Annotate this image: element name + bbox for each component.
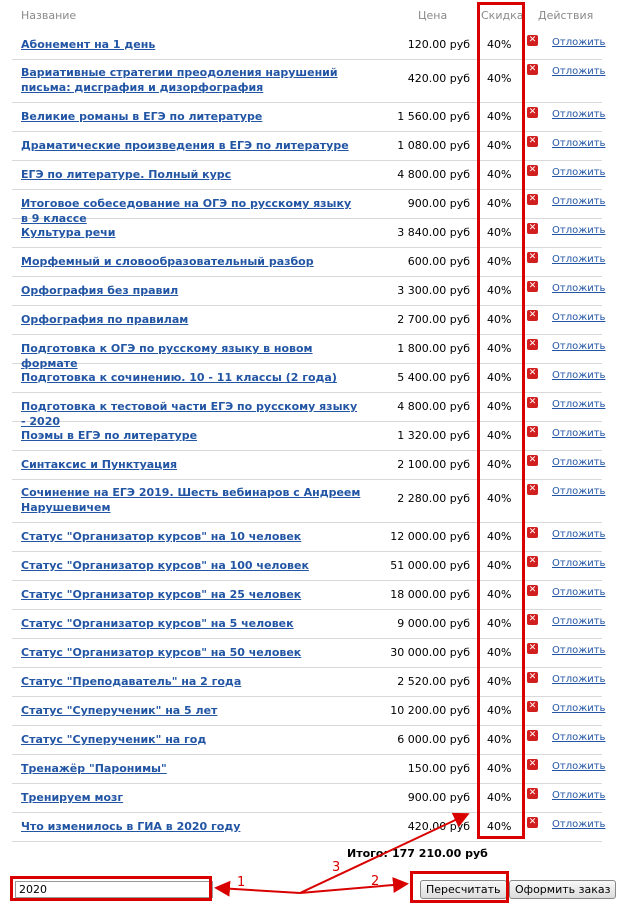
defer-link[interactable]: Отложить <box>552 529 606 540</box>
annotation-3: 3 <box>332 860 341 875</box>
delete-icon[interactable]: ✕ <box>528 759 537 769</box>
discount-cell: 40% <box>487 492 512 505</box>
course-link[interactable]: Итоговое собеседование на ОГЭ по русскому языку в 9 классе <box>21 197 352 225</box>
discount-cell: 40% <box>487 371 512 384</box>
price-cell: 1 320.00 руб <box>397 429 470 442</box>
discount-cell: 40% <box>487 400 512 413</box>
price-cell: 2 100.00 руб <box>397 458 470 471</box>
defer-link[interactable]: Отложить <box>552 457 606 468</box>
defer-link[interactable]: Отложить <box>552 486 606 497</box>
price-cell: 2 520.00 руб <box>397 675 470 688</box>
delete-icon[interactable]: ✕ <box>528 368 537 378</box>
total-value: 177 210.00 руб <box>392 847 488 860</box>
defer-link[interactable]: Отложить <box>552 312 606 323</box>
price-cell: 30 000.00 руб <box>390 646 470 659</box>
discount-cell: 40% <box>487 791 512 804</box>
price-cell: 420.00 руб <box>407 820 470 833</box>
discount-cell: 40% <box>487 646 512 659</box>
course-link[interactable]: Морфемный и словообразовательный разбор <box>21 255 314 268</box>
header-actions: Действия <box>538 9 594 22</box>
delete-icon[interactable]: ✕ <box>528 136 537 146</box>
delete-icon[interactable]: ✕ <box>528 339 537 349</box>
delete-icon[interactable]: ✕ <box>528 455 537 465</box>
price-cell: 120.00 руб <box>407 38 470 51</box>
course-link[interactable]: ЕГЭ по литературе. Полный курс <box>21 168 232 181</box>
defer-link[interactable]: Отложить <box>552 196 606 207</box>
delete-icon[interactable]: ✕ <box>528 107 537 117</box>
discount-cell: 40% <box>487 38 512 51</box>
delete-icon[interactable]: ✕ <box>528 165 537 175</box>
discount-cell: 40% <box>487 530 512 543</box>
discount-cell: 40% <box>487 313 512 326</box>
price-cell: 2 280.00 руб <box>397 492 470 505</box>
delete-icon[interactable]: ✕ <box>528 281 537 291</box>
delete-icon[interactable]: ✕ <box>528 426 537 436</box>
price-cell: 5 400.00 руб <box>397 371 470 384</box>
delete-icon[interactable]: ✕ <box>528 556 537 566</box>
checkout-button[interactable]: Оформить заказ <box>509 880 616 899</box>
course-link[interactable]: Вариативные стратегии преодоления нарушений письма: дисграфия и дизорфография <box>21 66 338 94</box>
delete-icon[interactable]: ✕ <box>528 614 537 624</box>
course-link[interactable]: Что изменилось в ГИА в 2020 году <box>21 820 241 833</box>
course-link[interactable]: Статус "Суперученик" на 5 лет <box>21 704 218 717</box>
delete-icon[interactable]: ✕ <box>528 35 537 45</box>
discount-cell: 40% <box>487 255 512 268</box>
price-cell: 1 080.00 руб <box>397 139 470 152</box>
price-cell: 3 300.00 руб <box>397 284 470 297</box>
defer-link[interactable]: Отложить <box>552 790 606 801</box>
discount-cell: 40% <box>487 110 512 123</box>
defer-link[interactable]: Отложить <box>552 37 606 48</box>
price-cell: 600.00 руб <box>407 255 470 268</box>
discount-cell: 40% <box>487 617 512 630</box>
delete-icon[interactable]: ✕ <box>528 310 537 320</box>
defer-link[interactable]: Отложить <box>552 254 606 265</box>
course-link[interactable]: Подготовка к ОГЭ по русскому языку в новом формате <box>21 342 313 370</box>
discount-cell: 40% <box>487 342 512 355</box>
defer-link[interactable]: Отложить <box>552 645 606 656</box>
defer-link[interactable]: Отложить <box>552 399 606 410</box>
course-link[interactable]: Сочинение на ЕГЭ 2019. Шесть вебинаров с Андреем Нарушевичем <box>21 486 361 514</box>
discount-cell: 40% <box>487 762 512 775</box>
delete-icon[interactable]: ✕ <box>528 252 537 262</box>
defer-link[interactable]: Отложить <box>552 761 606 772</box>
discount-cell: 40% <box>487 559 512 572</box>
defer-link[interactable]: Отложить <box>552 283 606 294</box>
delete-icon[interactable]: ✕ <box>528 397 537 407</box>
delete-icon[interactable]: ✕ <box>528 788 537 798</box>
defer-link[interactable]: Отложить <box>552 66 606 77</box>
delete-icon[interactable]: ✕ <box>528 585 537 595</box>
defer-link[interactable]: Отложить <box>552 703 606 714</box>
price-cell: 1 560.00 руб <box>397 110 470 123</box>
defer-link[interactable]: Отложить <box>552 587 606 598</box>
price-cell: 420.00 руб <box>407 72 470 85</box>
discount-cell: 40% <box>487 139 512 152</box>
price-cell: 4 800.00 руб <box>397 400 470 413</box>
course-link[interactable]: Поэмы в ЕГЭ по литературе <box>21 429 198 442</box>
course-link[interactable]: Подготовка к тестовой части ЕГЭ по русскому языку - 2020 <box>21 400 358 428</box>
discount-cell: 40% <box>487 733 512 746</box>
discount-cell: 40% <box>487 226 512 239</box>
delete-icon[interactable]: ✕ <box>528 527 537 537</box>
price-cell: 10 200.00 руб <box>390 704 470 717</box>
delete-icon[interactable]: ✕ <box>528 64 537 74</box>
defer-link[interactable]: Отложить <box>552 558 606 569</box>
defer-link[interactable]: Отложить <box>552 167 606 178</box>
defer-link[interactable]: Отложить <box>552 819 606 830</box>
delete-icon[interactable]: ✕ <box>528 643 537 653</box>
discount-cell: 40% <box>487 197 512 210</box>
header-discount: Скидка <box>481 9 524 22</box>
delete-icon[interactable]: ✕ <box>528 817 537 827</box>
course-link[interactable]: Статус "Организатор курсов" на 50 человек <box>21 646 302 659</box>
discount-cell: 40% <box>487 820 512 833</box>
course-link[interactable]: Орфография по правилам <box>21 313 189 326</box>
annotation-2: 2 <box>371 874 380 889</box>
price-cell: 900.00 руб <box>407 197 470 210</box>
course-link[interactable]: Великие романы в ЕГЭ по литературе <box>21 110 263 123</box>
delete-icon[interactable]: ✕ <box>528 484 537 494</box>
delete-icon[interactable]: ✕ <box>528 730 537 740</box>
discount-cell: 40% <box>487 588 512 601</box>
defer-link[interactable]: Отложить <box>552 616 606 627</box>
delete-icon[interactable]: ✕ <box>528 701 537 711</box>
price-cell: 18 000.00 руб <box>390 588 470 601</box>
price-cell: 4 800.00 руб <box>397 168 470 181</box>
header-name: Название <box>21 9 77 22</box>
defer-link[interactable]: Отложить <box>552 732 606 743</box>
price-cell: 51 000.00 руб <box>390 559 470 572</box>
discount-cell: 40% <box>487 458 512 471</box>
defer-link[interactable]: Отложить <box>552 109 606 120</box>
course-link[interactable]: Статус "Организатор курсов" на 100 человек <box>21 559 309 572</box>
header-price: Цена <box>418 9 448 22</box>
recalculate-button[interactable]: Пересчитать <box>420 880 507 899</box>
price-cell: 12 000.00 руб <box>390 530 470 543</box>
course-link[interactable]: Культура речи <box>21 226 116 239</box>
price-cell: 6 000.00 руб <box>397 733 470 746</box>
course-link[interactable]: Драматические произведения в ЕГЭ по литературе <box>21 139 349 152</box>
course-link[interactable]: Синтаксис и Пунктуация <box>21 458 178 471</box>
defer-link[interactable]: Отложить <box>552 428 606 439</box>
course-link[interactable]: Статус "Суперученик" на год <box>21 733 207 746</box>
course-link[interactable]: Подготовка к сочинению. 10 - 11 классы (2 года) <box>21 371 337 384</box>
discount-cell: 40% <box>487 284 512 297</box>
defer-link[interactable]: Отложить <box>552 138 606 149</box>
defer-link[interactable]: Отложить <box>552 341 606 352</box>
defer-link[interactable]: Отложить <box>552 225 606 236</box>
discount-cell: 40% <box>487 429 512 442</box>
course-link[interactable]: Абонемент на 1 день <box>21 38 156 51</box>
course-link[interactable]: Орфография без правил <box>21 284 179 297</box>
delete-icon[interactable]: ✕ <box>528 223 537 233</box>
course-link[interactable]: Статус "Организатор курсов" на 25 человек <box>21 588 302 601</box>
annotation-1: 1 <box>237 875 246 890</box>
price-cell: 9 000.00 руб <box>397 617 470 630</box>
course-link[interactable]: Статус "Организатор курсов" на 5 человек <box>21 617 294 630</box>
delete-icon[interactable]: ✕ <box>528 194 537 204</box>
discount-cell: 40% <box>487 675 512 688</box>
defer-link[interactable]: Отложить <box>552 674 606 685</box>
price-cell: 900.00 руб <box>407 791 470 804</box>
discount-cell: 40% <box>487 704 512 717</box>
price-cell: 150.00 руб <box>407 762 470 775</box>
price-cell: 3 840.00 руб <box>397 226 470 239</box>
defer-link[interactable]: Отложить <box>552 370 606 381</box>
price-cell: 2 700.00 руб <box>397 313 470 326</box>
discount-cell: 40% <box>487 72 512 85</box>
delete-icon[interactable]: ✕ <box>528 672 537 682</box>
discount-cell: 40% <box>487 168 512 181</box>
course-link[interactable]: Статус "Преподаватель" на 2 года <box>21 675 242 688</box>
course-link[interactable]: Тренируем мозг <box>21 791 124 804</box>
course-link[interactable]: Статус "Организатор курсов" на 10 человек <box>21 530 302 543</box>
price-cell: 1 800.00 руб <box>397 342 470 355</box>
total-label: Итого: <box>347 847 388 860</box>
course-link[interactable]: Тренажёр "Паронимы" <box>21 762 167 775</box>
